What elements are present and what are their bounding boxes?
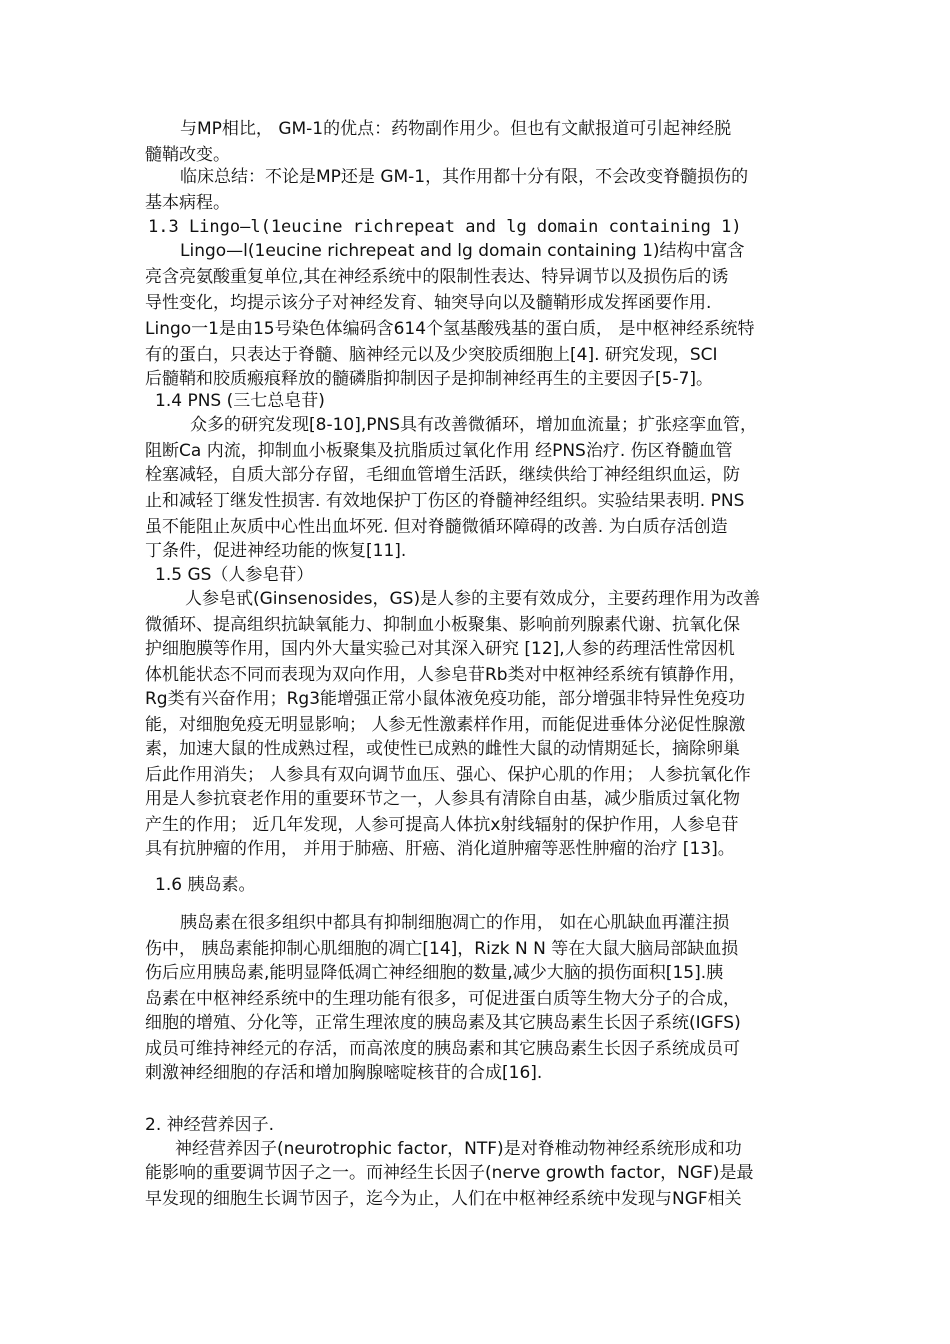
text-line: 虽不能阻止灰质中心性出血坏死. 但对脊髓微循环障碍的改善. 为白质存活创造 [145,517,728,537]
section-heading-1-4: 1.4 PNS (三七总皂苷) [155,391,325,411]
text-line: 伤中， 胰岛素能抑制心肌细胞的凋亡[14]，Rizk N N 等在大鼠大脑局部缺血损 [145,939,739,959]
text-line: 髓鞘改变。 [145,145,230,165]
text-line: 伤后应用胰岛素,能明显降低凋亡神经细胞的数量,减少大脑的损伤面积[15].胰 [145,963,724,983]
text-line: 体机能状态不同而表现为双向作用，人参皂苷Rb类对中枢神经系统有镇静作用， [145,665,746,685]
section-heading-1-6: 1.6 胰岛素。 [155,875,256,895]
text-line: Lingo一1是由15号染色体编码含614个氢基酸残基的蛋白质， 是中枢神经系统特 [145,319,755,339]
section-heading-2: 2. 神经营养因子. [145,1115,275,1135]
text-line: 具有抗肿瘤的作用， 并用于肺癌、肝癌、消化道肿瘤等恶性肿瘤的治疗 [13]。 [145,839,735,859]
text-line: 临床总结：不论是MP还是 GM-1，其作用都十分有限，不会改变脊髓损伤的 [180,167,749,187]
text-line: 与MP相比， GM-1的优点：药物副作用少。但也有文献报道可引起神经脱 [180,119,732,139]
text-line: 能影响的重要调节因子之一。而神经生长因子(nerve growth factor，NGF)是最 [145,1163,754,1183]
text-line: 栓塞减轻，自质大部分存留，毛细血管增生活跃，继续供给丁神经组织血运，防 [145,465,740,485]
text-line: 人参皂甙(Ginsenosides，GS)是人参的主要有效成分，主要药理作用为改善 [185,589,761,609]
text-line: Lingo—l(1eucine richrepeat and lg domain containing 1)结构中富含 [180,241,745,261]
text-line: 胰岛素在很多组织中都具有抑制细胞凋亡的作用， 如在心肌缺血再灌注损 [180,913,730,933]
text-line: 阻断Ca 内流，抑制血小板聚集及抗脂质过氧化作用 经PNS治疗. 伤区脊髓血管 [145,441,733,461]
text-line: 岛素在中枢神经系统中的生理功能有很多，可促进蛋白质等生物大分子的合成， [145,989,740,1009]
text-line: 早发现的细胞生长调节因子，迄今为止，人们在中枢神经系统中发现与NGF相关 [145,1189,742,1209]
section-heading-1-3: 1.3 Lingo—l(1eucine richrepeat and lg domain containing 1) [148,217,742,237]
section-heading-1-5: 1.5 GS（人参皂苷） [155,565,314,585]
text-line: 众多的研究发现[8-10],PNS具有改善微循环，增加血流量；扩张痉挛血管， [190,415,758,435]
text-line: 成员可维持神经元的存活，而高浓度的胰岛素和其它胰岛素生长因子系统成员可 [145,1039,740,1059]
text-line: 后髓鞘和胶质瘢痕释放的髓磷脂抑制因子是抑制神经再生的主要因子[5-7]。 [145,369,714,389]
text-line: 素，加速大鼠的性成熟过程，或使性已成熟的雌性大鼠的动情期延长，摘除卵巢 [145,739,740,759]
text-line: 丁条件，促进神经功能的恢复[11]. [145,541,407,561]
text-line: 护细胞膜等作用，国内外大量实验己对其深入研究 [12],人参的药理活性常因机 [145,639,735,659]
text-line: 止和减轻丁继发性损害. 有效地保护丁伤区的脊髓神经组织。实验结果表明. PNS [145,491,745,511]
text-line: 产生的作用； 近几年发现，人参可提高人体抗x射线辐射的保护作用，人参皂苷 [145,815,739,835]
text-line: 基本病程。 [145,193,230,213]
text-line: 后此作用消失； 人参具有双向调节血压、强心、保护心肌的作用； 人参抗氧化作 [145,765,751,785]
text-line: 亮含亮氨酸重复单位,其在神经系统中的限制性表达、特异调节以及损伤后的诱 [145,267,729,287]
text-line: 微循环、提高组织抗缺氧能力、抑制血小板聚集、影响前列腺素代谢、抗氧化保 [145,615,740,635]
text-line: 神经营养因子(neurotrophic factor，NTF)是对脊椎动物神经系统形成和功 [175,1139,742,1159]
text-line: 能，对细胞免疫无明显影响； 人参无性激素样作用，而能促进垂体分泌促性腺激 [145,715,746,735]
text-line: 刺激神经细胞的存活和增加胸腺嘧啶核苷的合成[16]. [145,1063,543,1083]
text-line: 用是人参抗衰老作用的重要环节之一，人参具有清除自由基，减少脂质过氧化物 [145,789,740,809]
text-line: Rg类有兴奋作用；Rg3能增强正常小鼠体液免疫功能，部分增强非特异性免疫功 [145,689,746,709]
text-line: 有的蛋白，只表达于脊髓、脑神经元以及少突胶质细胞上[4]. 研究发现，SCI [145,345,718,365]
text-line: 导性变化，均提示该分子对神经发育、轴突导向以及髓鞘形成发挥函要作用. [145,293,712,313]
text-line: 细胞的增殖、分化等，正常生理浓度的胰岛素及其它胰岛素生长因子系统(IGFS) [145,1013,741,1033]
